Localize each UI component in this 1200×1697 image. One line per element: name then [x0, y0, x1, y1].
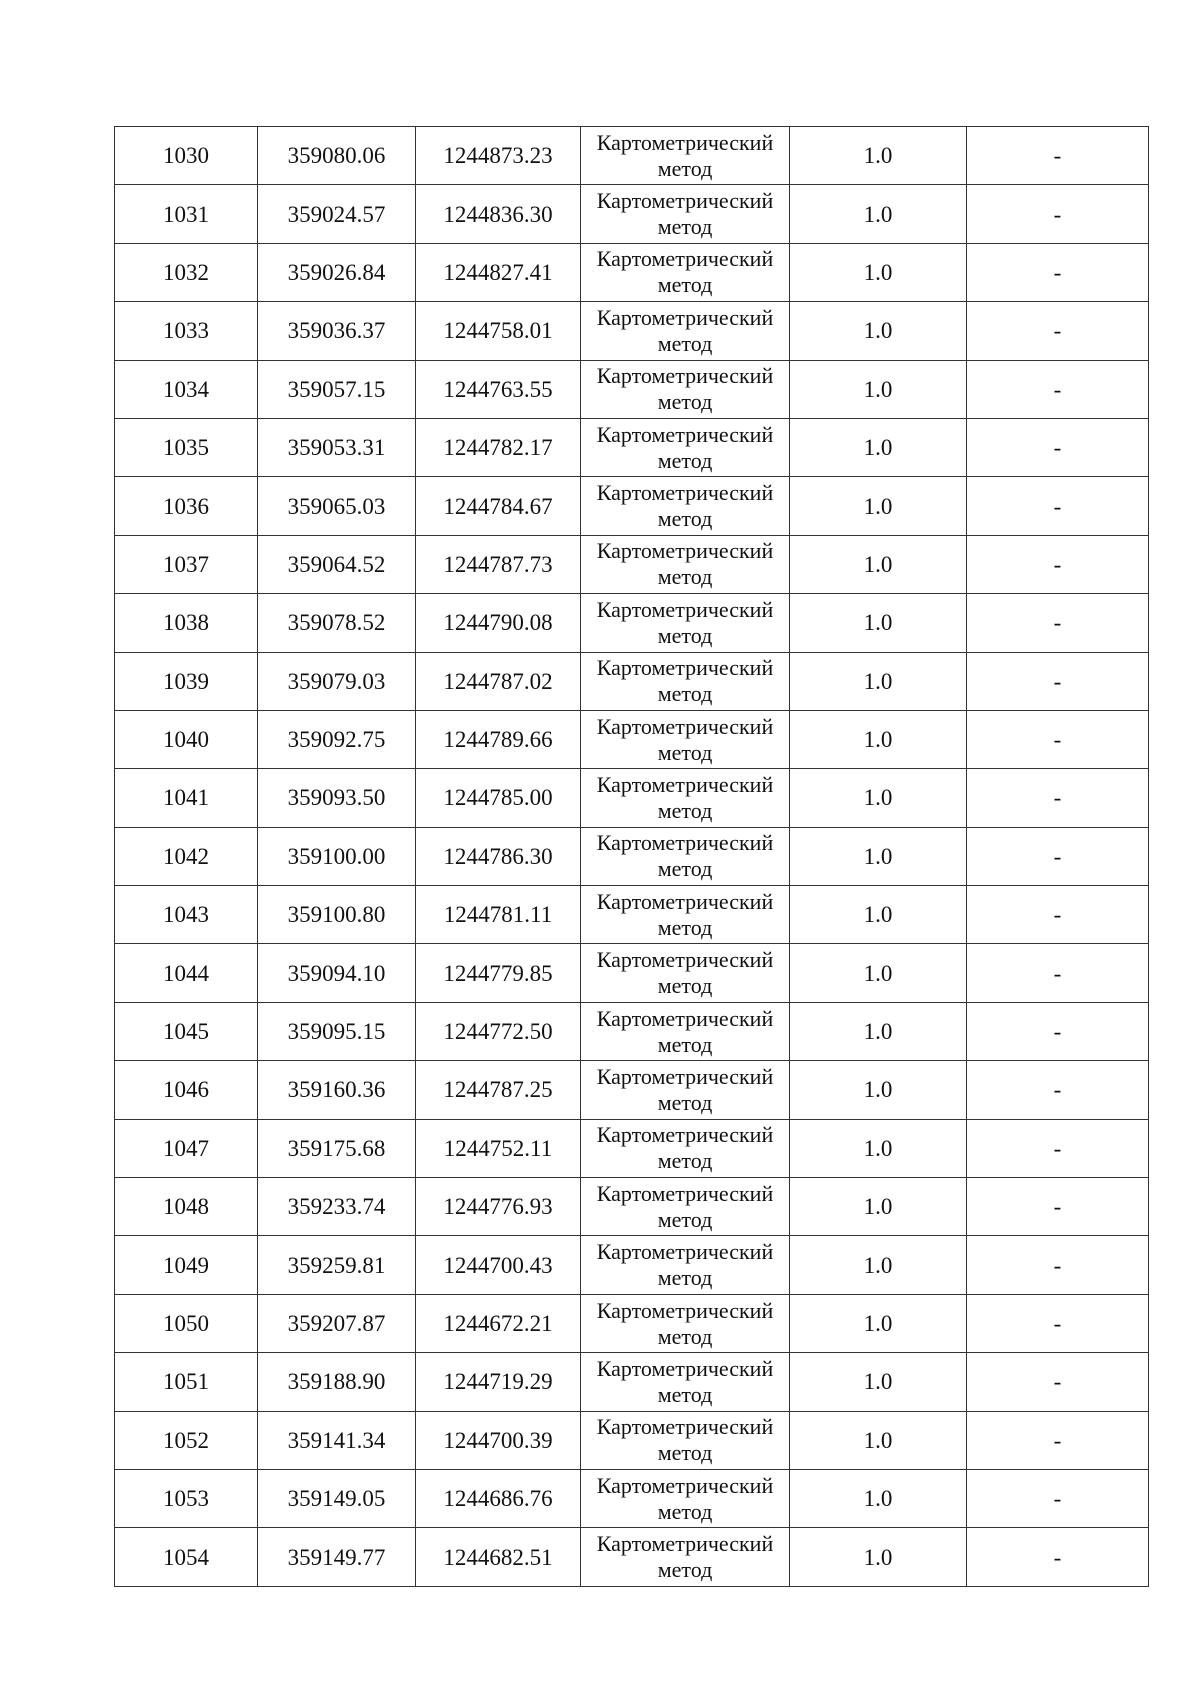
method-line-2: метод: [657, 681, 713, 707]
y-coordinate-cell: 1244786.30: [416, 827, 581, 885]
accuracy-cell: 1.0: [790, 360, 967, 418]
method-line-1: Картометрический: [596, 1472, 774, 1498]
x-coordinate-cell: 359036.37: [258, 302, 416, 360]
description-cell: -: [967, 827, 1149, 885]
y-coordinate-cell: 1244790.08: [416, 594, 581, 652]
accuracy-cell: 1.0: [790, 710, 967, 768]
method-line-2: метод: [657, 1148, 713, 1174]
point-number-cell: 1048: [115, 1178, 258, 1236]
accuracy-cell: 1.0: [790, 1119, 967, 1177]
table-row: [115, 127, 1149, 185]
point-number-cell: 1040: [115, 710, 258, 768]
method-line-2: метод: [657, 856, 713, 882]
description-cell: -: [967, 477, 1149, 535]
accuracy-cell: 1.0: [790, 127, 967, 185]
table-row: [115, 477, 1149, 535]
description-cell: -: [967, 1061, 1149, 1119]
method-line-2: метод: [657, 1381, 713, 1407]
description-cell: -: [967, 1411, 1149, 1469]
point-number-cell: 1035: [115, 418, 258, 476]
table-row: [115, 1528, 1149, 1586]
method-line-1: Картометрический: [596, 596, 774, 622]
accuracy-cell: 1.0: [790, 594, 967, 652]
table-row: [115, 1353, 1149, 1411]
method-line-2: метод: [657, 1323, 713, 1349]
y-coordinate-cell: 1244785.00: [416, 769, 581, 827]
x-coordinate-cell: 359149.05: [258, 1469, 416, 1527]
description-cell: -: [967, 1178, 1149, 1236]
method-line-2: метод: [657, 622, 713, 648]
table-row: [115, 1061, 1149, 1119]
point-number-cell: 1043: [115, 886, 258, 944]
point-number-cell: 1044: [115, 944, 258, 1002]
method-cell: [581, 1469, 790, 1527]
method-line-2: метод: [657, 1557, 713, 1583]
y-coordinate-cell: 1244782.17: [416, 418, 581, 476]
accuracy-cell: 1.0: [790, 944, 967, 1002]
table-row: [115, 886, 1149, 944]
x-coordinate-cell: 359064.52: [258, 535, 416, 593]
table-row: [115, 243, 1149, 301]
point-number-cell: 1047: [115, 1119, 258, 1177]
method-line-2: метод: [657, 1440, 713, 1466]
y-coordinate-cell: 1244787.02: [416, 652, 581, 710]
method-line-2: метод: [657, 1498, 713, 1524]
accuracy-cell: 1.0: [790, 886, 967, 944]
x-coordinate-cell: 359093.50: [258, 769, 416, 827]
description-cell: -: [967, 944, 1149, 1002]
y-coordinate-cell: 1244787.25: [416, 1061, 581, 1119]
y-coordinate-cell: 1244781.11: [416, 886, 581, 944]
x-coordinate-cell: 359175.68: [258, 1119, 416, 1177]
accuracy-cell: 1.0: [790, 418, 967, 476]
description-cell: -: [967, 127, 1149, 185]
method-line-1: Картометрический: [596, 1005, 774, 1031]
description-cell: -: [967, 1002, 1149, 1060]
x-coordinate-cell: 359024.57: [258, 185, 416, 243]
method-cell: [581, 1528, 790, 1586]
accuracy-cell: 1.0: [790, 1411, 967, 1469]
method-line-2: метод: [657, 330, 713, 356]
accuracy-cell: 1.0: [790, 535, 967, 593]
y-coordinate-cell: 1244772.50: [416, 1002, 581, 1060]
method-line-2: метод: [657, 1089, 713, 1115]
table-row: [115, 1294, 1149, 1352]
method-cell: [581, 302, 790, 360]
coordinates-table: [114, 126, 1149, 1587]
method-line-1: Картометрический: [596, 129, 774, 155]
point-number-cell: 1034: [115, 360, 258, 418]
point-number-cell: 1037: [115, 535, 258, 593]
accuracy-cell: 1.0: [790, 1236, 967, 1294]
method-line-1: Картометрический: [596, 1355, 774, 1381]
table-row: [115, 944, 1149, 1002]
y-coordinate-cell: 1244719.29: [416, 1353, 581, 1411]
method-line-2: метод: [657, 1265, 713, 1291]
description-cell: -: [967, 418, 1149, 476]
point-number-cell: 1030: [115, 127, 258, 185]
table-row: [115, 710, 1149, 768]
method-cell: [581, 1353, 790, 1411]
method-cell: [581, 1002, 790, 1060]
accuracy-cell: 1.0: [790, 302, 967, 360]
table-row: [115, 769, 1149, 827]
method-cell: [581, 710, 790, 768]
method-cell: [581, 243, 790, 301]
method-cell: [581, 360, 790, 418]
method-line-2: метод: [657, 155, 713, 181]
x-coordinate-cell: 359094.10: [258, 944, 416, 1002]
description-cell: -: [967, 243, 1149, 301]
x-coordinate-cell: 359259.81: [258, 1236, 416, 1294]
method-cell: [581, 1294, 790, 1352]
method-cell: [581, 1119, 790, 1177]
x-coordinate-cell: 359079.03: [258, 652, 416, 710]
method-line-2: метод: [657, 564, 713, 590]
description-cell: -: [967, 1119, 1149, 1177]
table-row: [115, 652, 1149, 710]
x-coordinate-cell: 359080.06: [258, 127, 416, 185]
table-row: [115, 594, 1149, 652]
description-cell: -: [967, 594, 1149, 652]
method-line-1: Картометрический: [596, 538, 774, 564]
method-line-2: метод: [657, 797, 713, 823]
method-line-1: Картометрический: [596, 655, 774, 681]
table-row: [115, 418, 1149, 476]
table-row: [115, 1236, 1149, 1294]
point-number-cell: 1031: [115, 185, 258, 243]
y-coordinate-cell: 1244758.01: [416, 302, 581, 360]
description-cell: -: [967, 1236, 1149, 1294]
method-cell: [581, 477, 790, 535]
accuracy-cell: 1.0: [790, 1002, 967, 1060]
x-coordinate-cell: 359065.03: [258, 477, 416, 535]
description-cell: -: [967, 535, 1149, 593]
table-row: [115, 1119, 1149, 1177]
accuracy-cell: 1.0: [790, 1469, 967, 1527]
method-cell: [581, 418, 790, 476]
method-line-1: Картометрический: [596, 888, 774, 914]
method-line-2: метод: [657, 973, 713, 999]
method-line-2: метод: [657, 272, 713, 298]
method-line-1: Картометрический: [596, 188, 774, 214]
accuracy-cell: 1.0: [790, 652, 967, 710]
method-cell: [581, 535, 790, 593]
y-coordinate-cell: 1244836.30: [416, 185, 581, 243]
coordinates-table-body: [115, 127, 1149, 1587]
method-line-2: метод: [657, 506, 713, 532]
y-coordinate-cell: 1244686.76: [416, 1469, 581, 1527]
point-number-cell: 1032: [115, 243, 258, 301]
description-cell: -: [967, 360, 1149, 418]
description-cell: -: [967, 1469, 1149, 1527]
table-row: [115, 827, 1149, 885]
method-line-1: Картометрический: [596, 713, 774, 739]
description-cell: -: [967, 302, 1149, 360]
y-coordinate-cell: 1244787.73: [416, 535, 581, 593]
accuracy-cell: 1.0: [790, 185, 967, 243]
table-row: [115, 360, 1149, 418]
point-number-cell: 1046: [115, 1061, 258, 1119]
method-cell: [581, 652, 790, 710]
accuracy-cell: 1.0: [790, 1061, 967, 1119]
x-coordinate-cell: 359149.77: [258, 1528, 416, 1586]
y-coordinate-cell: 1244700.43: [416, 1236, 581, 1294]
method-line-1: Картометрический: [596, 1063, 774, 1089]
point-number-cell: 1036: [115, 477, 258, 535]
x-coordinate-cell: 359053.31: [258, 418, 416, 476]
method-cell: [581, 1411, 790, 1469]
method-line-1: Картометрический: [596, 1239, 774, 1265]
point-number-cell: 1039: [115, 652, 258, 710]
accuracy-cell: 1.0: [790, 243, 967, 301]
x-coordinate-cell: 359188.90: [258, 1353, 416, 1411]
method-cell: [581, 827, 790, 885]
point-number-cell: 1042: [115, 827, 258, 885]
y-coordinate-cell: 1244779.85: [416, 944, 581, 1002]
description-cell: -: [967, 769, 1149, 827]
method-cell: [581, 944, 790, 1002]
point-number-cell: 1049: [115, 1236, 258, 1294]
method-line-1: Картометрический: [596, 1414, 774, 1440]
method-line-2: метод: [657, 1031, 713, 1057]
accuracy-cell: 1.0: [790, 1528, 967, 1586]
x-coordinate-cell: 359233.74: [258, 1178, 416, 1236]
accuracy-cell: 1.0: [790, 1294, 967, 1352]
table-row: [115, 1002, 1149, 1060]
y-coordinate-cell: 1244672.21: [416, 1294, 581, 1352]
table-row: [115, 185, 1149, 243]
method-cell: [581, 886, 790, 944]
method-line-2: метод: [657, 389, 713, 415]
y-coordinate-cell: 1244776.93: [416, 1178, 581, 1236]
method-line-1: Картометрический: [596, 246, 774, 272]
x-coordinate-cell: 359095.15: [258, 1002, 416, 1060]
table-row: [115, 1469, 1149, 1527]
y-coordinate-cell: 1244700.39: [416, 1411, 581, 1469]
method-line-1: Картометрический: [596, 1122, 774, 1148]
method-cell: [581, 1061, 790, 1119]
method-cell: [581, 1178, 790, 1236]
description-cell: -: [967, 1528, 1149, 1586]
y-coordinate-cell: 1244827.41: [416, 243, 581, 301]
point-number-cell: 1045: [115, 1002, 258, 1060]
accuracy-cell: 1.0: [790, 1353, 967, 1411]
point-number-cell: 1041: [115, 769, 258, 827]
description-cell: -: [967, 886, 1149, 944]
y-coordinate-cell: 1244873.23: [416, 127, 581, 185]
y-coordinate-cell: 1244789.66: [416, 710, 581, 768]
method-cell: [581, 185, 790, 243]
point-number-cell: 1054: [115, 1528, 258, 1586]
method-line-2: метод: [657, 914, 713, 940]
point-number-cell: 1050: [115, 1294, 258, 1352]
description-cell: -: [967, 652, 1149, 710]
point-number-cell: 1052: [115, 1411, 258, 1469]
x-coordinate-cell: 359026.84: [258, 243, 416, 301]
description-cell: -: [967, 1353, 1149, 1411]
description-cell: -: [967, 1294, 1149, 1352]
description-cell: -: [967, 185, 1149, 243]
x-coordinate-cell: 359078.52: [258, 594, 416, 652]
table-row: [115, 1411, 1149, 1469]
method-line-1: Картометрический: [596, 1297, 774, 1323]
method-cell: [581, 1236, 790, 1294]
y-coordinate-cell: 1244752.11: [416, 1119, 581, 1177]
accuracy-cell: 1.0: [790, 1178, 967, 1236]
method-line-1: Картометрический: [596, 771, 774, 797]
point-number-cell: 1033: [115, 302, 258, 360]
point-number-cell: 1038: [115, 594, 258, 652]
point-number-cell: 1051: [115, 1353, 258, 1411]
x-coordinate-cell: 359100.00: [258, 827, 416, 885]
method-cell: [581, 127, 790, 185]
method-line-1: Картометрический: [596, 363, 774, 389]
y-coordinate-cell: 1244784.67: [416, 477, 581, 535]
y-coordinate-cell: 1244763.55: [416, 360, 581, 418]
method-line-2: метод: [657, 214, 713, 240]
x-coordinate-cell: 359141.34: [258, 1411, 416, 1469]
y-coordinate-cell: 1244682.51: [416, 1528, 581, 1586]
x-coordinate-cell: 359092.75: [258, 710, 416, 768]
accuracy-cell: 1.0: [790, 477, 967, 535]
table-row: [115, 302, 1149, 360]
method-line-1: Картометрический: [596, 421, 774, 447]
method-line-2: метод: [657, 1206, 713, 1232]
x-coordinate-cell: 359160.36: [258, 1061, 416, 1119]
accuracy-cell: 1.0: [790, 769, 967, 827]
x-coordinate-cell: 359207.87: [258, 1294, 416, 1352]
description-cell: -: [967, 710, 1149, 768]
method-line-2: метод: [657, 739, 713, 765]
method-cell: [581, 594, 790, 652]
x-coordinate-cell: 359100.80: [258, 886, 416, 944]
method-line-1: Картометрический: [596, 1180, 774, 1206]
table-row: [115, 535, 1149, 593]
method-line-1: Картометрический: [596, 304, 774, 330]
table-row: [115, 1178, 1149, 1236]
method-line-2: метод: [657, 447, 713, 473]
method-cell: [581, 769, 790, 827]
method-line-1: Картометрический: [596, 480, 774, 506]
x-coordinate-cell: 359057.15: [258, 360, 416, 418]
point-number-cell: 1053: [115, 1469, 258, 1527]
method-line-1: Картометрический: [596, 1531, 774, 1557]
method-line-1: Картометрический: [596, 830, 774, 856]
accuracy-cell: 1.0: [790, 827, 967, 885]
method-line-1: Картометрический: [596, 947, 774, 973]
